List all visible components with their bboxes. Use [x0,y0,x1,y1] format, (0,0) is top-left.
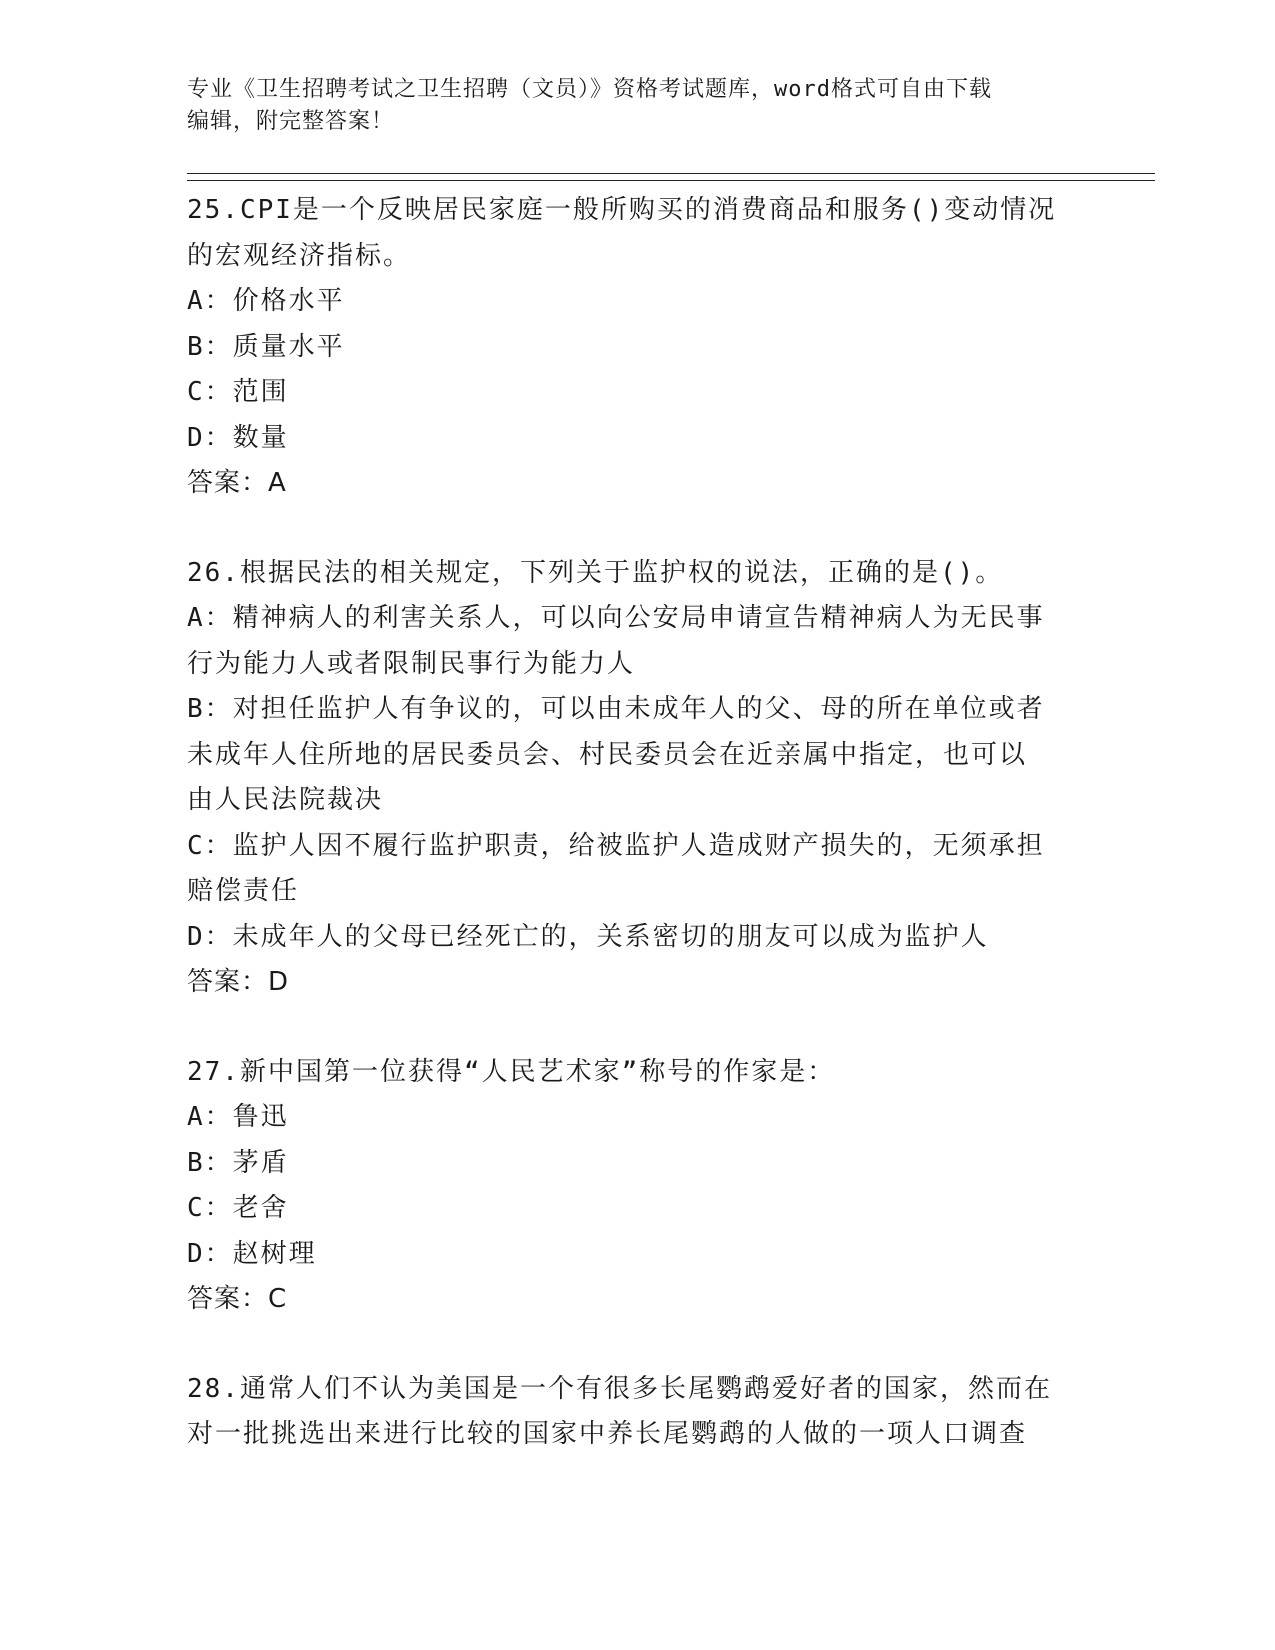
header-divider-top [187,173,1155,174]
option-a: A：鲁迅 [187,1102,289,1132]
answer: 答案：C [187,1284,288,1314]
option-a: A：精神病人的利害关系人，可以向公安局申请宣告精神病人为无民事 [187,603,1045,633]
option-a: A：价格水平 [187,286,345,316]
option-c: C：老舍 [187,1193,289,1223]
question-27 [187,1050,1077,1323]
header-line-2: 编辑，附完整答案！ [187,109,395,134]
option-b-continued: 未成年人住所地的居民委员会、村民委员会在近亲属中指定，也可以 [187,739,1028,770]
option-b: B：质量水平 [187,331,345,362]
option-d: D：未成年人的父母已经死亡的，关系密切的朋友可以成为监护人 [187,921,989,952]
header-line-1: 专业《卫生招聘考试之卫生招聘（文员）》资格考试题库，word格式可自由下载 [187,77,992,102]
question-26 [187,551,1077,1006]
question-28 [187,1367,1077,1458]
option-c: C：监护人因不履行监护职责，给被监护人造成财产损失的，无须承担 [187,830,1045,861]
answer: 答案：D [187,967,290,997]
header-divider-bottom [187,180,1155,181]
option-c-continued: 赔偿责任 [187,876,300,906]
document-header [187,74,1067,138]
option-c: C：范围 [187,377,289,407]
question-stem: 27.新中国第一位获得“人民艺术家”称号的作家是： [187,1056,836,1087]
option-b-continued: 由人民法院裁决 [187,785,384,815]
question-stem: 对一批挑选出来进行比较的国家中养长尾鹦鹉的人做的一项人口调查 [187,1419,1028,1449]
option-a-continued: 行为能力人或者限制民事行为能力人 [187,648,636,679]
option-d: D：赵树理 [187,1238,317,1269]
question-stem: 的宏观经济指标。 [187,240,412,271]
question-stem: 28.通常人们不认为美国是一个有很多长尾鹦鹉爱好者的国家，然而在 [187,1373,1052,1404]
question-list [187,188,1077,1502]
question-25 [187,188,1077,507]
answer: 答案：A [187,468,287,498]
option-b: B：茅盾 [187,1147,289,1178]
option-d: D：数量 [187,422,289,453]
option-b: B：对担任监护人有争议的，可以由未成年人的父、母的所在单位或者 [187,694,1045,724]
question-stem: 26.根据民法的相关规定，下列关于监护权的说法，正确的是()。 [187,557,1004,588]
question-stem: 25.CPI是一个反映居民家庭一般所购买的消费商品和服务()变动情况 [187,195,1057,225]
